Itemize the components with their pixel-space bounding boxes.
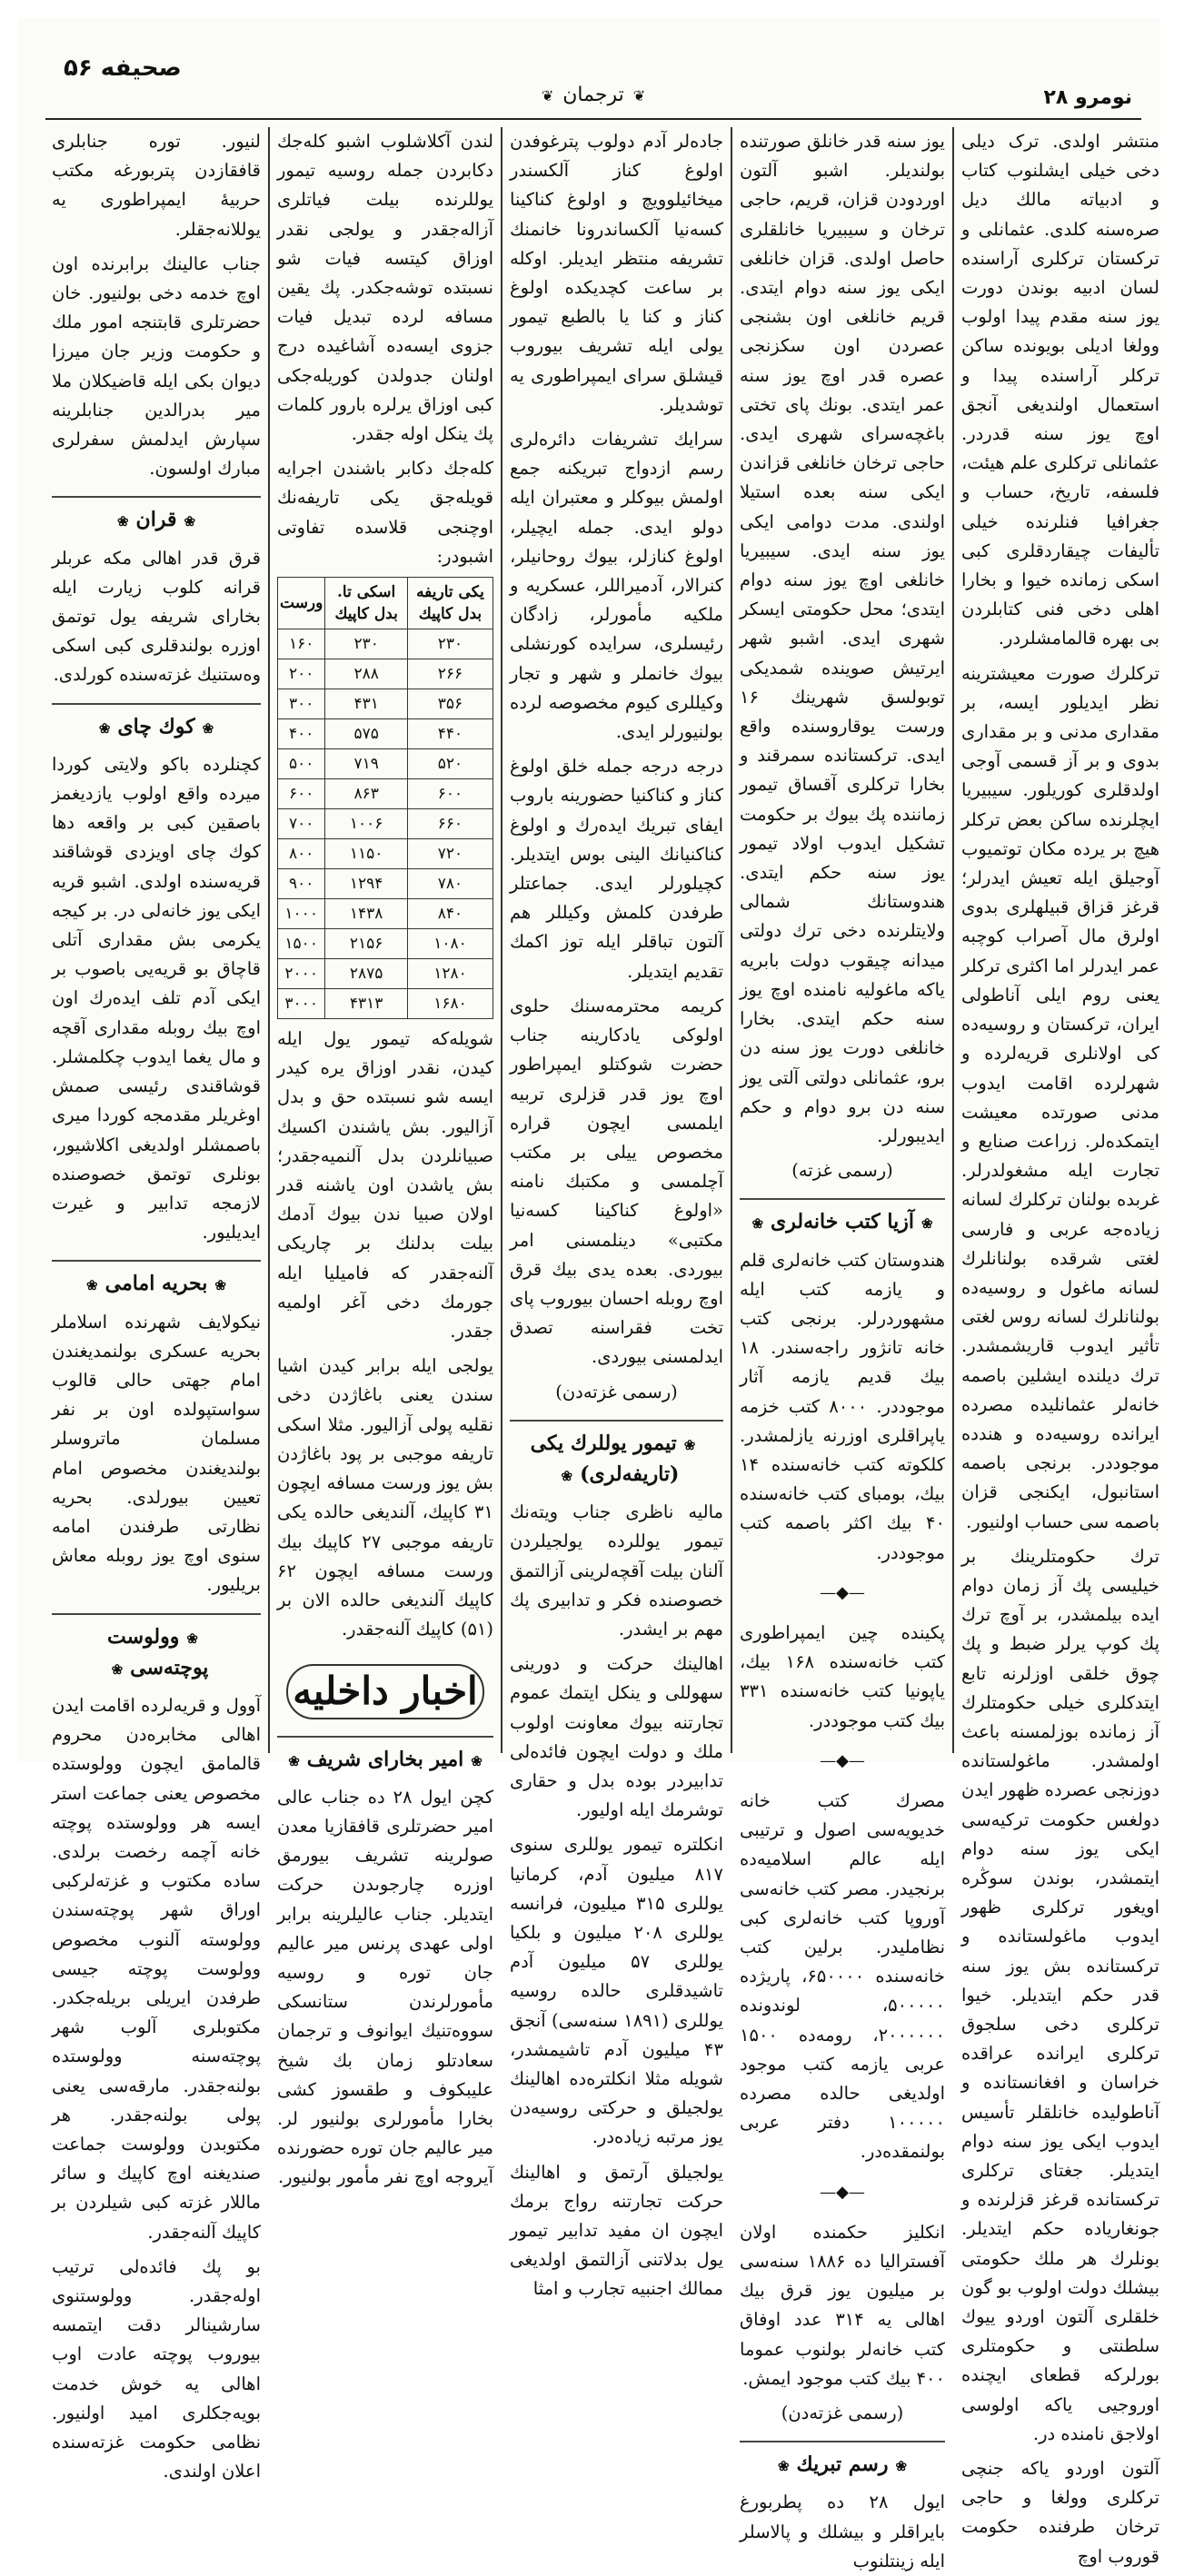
column-3 — [510, 127, 724, 2300]
column-4 — [277, 127, 493, 2188]
col5-heading-naval-imam: ❀ بحریه امامی ❀ — [52, 1260, 261, 1300]
col1-paragraph-2: ترکلرك صورت معیشترینه نظر ایدیلور ایسه، بر مقداری مدنی و بر مقداری بدوی و بر آز قسمی آوجی اولدقلری کوریلور. سیبیریا ایچلرنده ساکن بعض ترکلر هیچ بر یرده مکان توتمیوب آوجیلق ایله تعیش ایدرلر؛ قرغز قزاق قبیلهلری بدوی اولرق مال آصراب کوچبه عمر ایدرلر اما اکثری ترکلر یعنی روم ایلی آناطولی ایران، ترکستان و روسیەده کی اولانلری قریەلرده و شهرلرده اقامت ایدوب مدنی صورتده معیشت ایتمکدەلر. زراعت صنایع و تجارت ایله مشغولدرلر. غربده بولنان ترکلرك لسانه زیادەجه عربی و فارسی لغتی شرقده بولنانلرك لسانه ماغول و روسیەده بولنانلرك لسانه روس لغتی تأثیر ایدوب قاریشمشدر. ترك دیلنده ایشلین باصمه خانەلر عثمانلیده مصرده ایرانده روسیەده و هندده موجوددر. برنجی باصمه استانبول، ایکنجی قزان باصمه سی حساب اولنیور. — [961, 662, 1159, 1532]
masthead — [45, 45, 1141, 120]
table-cell: ۷۸۰ — [407, 869, 493, 899]
col5-paragraph-3: قرق قدر اهالی مکه عربلر قرانه کلوب زیارت ایله بخارای شریفه یول توتمق اوزره بولندقلری کبی اسکی وەستنیك غزته‌سنده کورلدی. — [52, 547, 261, 686]
table-cell: ۱۰۸۰ — [407, 929, 493, 959]
col5-heading-volost-post: ❀ وولوست پوچته‌سی ❀ — [52, 1613, 261, 1684]
tariff-table — [277, 577, 493, 1019]
column-5 — [52, 127, 261, 2482]
table-row — [278, 689, 493, 719]
col2-heading-libraries: ❀ آزیا کتب خانەلری ❀ — [740, 1198, 945, 1238]
table-cell: ۵۰۰ — [278, 749, 325, 779]
col3-paragraph-1: جادەلر آدم دولوب پترغوفدن اولوغ کناز آلکسندر میخائیلوویچ و اولوغ کناکینا کسەنیا آلکساندرونا خانمنك تشریفه منتظر ایدیلر. اوکله بر ساعت کچدیکده اولوغ کناز و کنا یا بالطبع تیمور یولی ایله تشریف بیوروب قیشلق سرای ایمپراطوری یه توشدیلر. — [510, 131, 723, 415]
col3-paragraph-7: انکلتره تیمور یوللری سنوی ۸۱۷ میلیون آدم، کرمانیا یوللری ۳۱۵ میلیون، فرانسه یوللری ۲۰۸ میلیون و بلکیا یوللری ۵۷ میلیون آدم تاشیدقلری حالده روسیه یوللری (۱۸۹۱ سنەسی) آنجق ۴۳ میلیون آدم تاشیمشدر، شویله مثلا انکلترەده اهالینك یولجیلق و حرکتی روسیەدن یوز مرتبه زیادەدر. — [510, 1834, 724, 2148]
table-cell: ۴۴۰ — [407, 719, 493, 749]
table-cell: ۲۱۵۶ — [325, 929, 408, 959]
table-cell: ۲۰۰۰ — [278, 959, 325, 989]
table-cell: ۳۰۰۰ — [278, 989, 325, 1019]
tariff-header-verst: ورست — [278, 578, 325, 629]
col3-paragraph-4: کریمه محترمەسنك حلوی اولوکی یادکارینه جناب حضرت شوکتلو ایمپراطور اوچ یوز قدر قزلری تربیە ایلمسی ایچون قرارە مخصوص ییلی بر مکتب آچلمسی و مکتبك نامنه «اولوغ کناکینا کسەنیا مکتبی» دینلمسنی امر بیوردی. بعده یدی بیك قرق اوچ روبلە احسان بیوروب پای تخت فقراسنه تصدق ایدلمسنی بیوردی. — [510, 995, 723, 1368]
col5-paragraph-4: کچنلرده باکو ولایتی کوردا میرده واقع اولوب یازدیغمز باصقین کبی بر واقعه دها کوك چای اویزدی قوشاقند قریەسنده اولدی. اشبو قریه ایکی یوز خانه‌لی در. بر کیجه یکرمی بش مقداری آتلی قاچاق بو قریەیی باصوب بر ایکی آدم تلف ایدەرك اون اوچ بیك روبلە مقداری آقچه و مال یغما ایدوب چکلمشلر. قوشاقندی رئیسی صمش اوغریلر مقدمجه کوردا میری باصمشلر اولدیغی اکلاشیور، بونلری توتمق خصوصنده لازمجه تدابیر و غیرت ایدیلیور. — [52, 753, 261, 1243]
column-1 — [961, 127, 1159, 2567]
columns-area — [45, 127, 1159, 2571]
col3-paragraph-6: اهالینك حرکت و دورینی سهوللی و ینکل ایتمك عموم تجارتنه بیوك معاونت اولوب ملك و دولت ایچون فائدەلی تدابیردر بوده بدل و حقاری توشرمك ایله اولیور. — [510, 1653, 723, 1821]
table-row — [278, 629, 493, 659]
col2-paragraph-3: پکینده چین ایمپراطوری کتب خانەسنده ۱۶۸ بیك، یاپونیا کتب خانەسنده ۳۳۱ بیك کتب موجوددر. — [740, 1621, 945, 1731]
table-row — [278, 719, 493, 749]
table-row — [278, 659, 493, 689]
col4-paragraph-4: یولجی ایله برابر کیدن اشیا سندن یعنی باغاژدن دخی نقلیه پولی آزالیور. مثلا اسکی تاریفه موجبی بر پود باغاژدن بش یوز ورست مسافه ایچون ۳۱ کاپیك، آلندیغی حالده یکی تاریفه موجبی ۲۷ کاپیك بیك ورست مسافه ایچون ۶۲ کاپیك آلندیغی حالده الان بر (۵۱) کاپیك آلنه‌جقدر. — [277, 1355, 493, 1640]
table-cell: ۳۵۶ — [407, 689, 493, 719]
col2-paragraph-4: مصرك کتب خانه خدیویەسی اصول و ترتیبی ایله عالم اسلامیەده برنجیدر. مصر کتب خانەسی آوروپا کتب خانەلری کبی نظاملیدر. برلین کتب خانەسنده ۶۵۰۰۰۰، پاریژده ۵۰۰۰۰۰، لوندونده ۲۰۰۰۰۰۰، رومەده ۱۵۰۰ عربی یازمه کتب موجود اولدیغی حالده مصرده ۱۰۰۰۰۰ دفتر عربی بولنمقدەدر. — [740, 1789, 945, 2163]
table-cell: ۷۰۰ — [278, 809, 325, 839]
column-divider-3 — [501, 127, 502, 1753]
col4-paragraph-2: کله‌جك دکابر باشندن اجرایه قویله‌جق یکی تاریفه‌نك اوچنجی قلاسده تفاوتی اشبودر: — [277, 458, 493, 567]
table-cell: ۵۲۰ — [407, 749, 493, 779]
col5-paragraph-6: آوول و قریه‌لرده اقامت ایدن اهالی مخابره‌دن محروم قالمامق ایچون وولوستده مخصوص یعنی جماعت استر ایسه هر وولوستده پوچته خانه آچمه رخصت برلدی. ساده مکتوب و غزته‌لرکبی اوراق شهر پوچته‌سندن وولوستە آلنوب مخصوص وولوست پوچته جیسی طرفدن ایریلی بریله‌جکدر. مکتوبلری آلوب شهر پوچته‌سنه وولوستده بولنه‌جقدر. مارقه‌سی یعنی پولی بولنه‌جقدر. هر مکتوبدن وولوست جماعت صندیغنه اوچ کاپیك و سائر ماللار غزته کبی شیلردن بر کاپیك آلنه‌جقدر. — [52, 1694, 261, 2243]
col3-source-1: (رسمی غزته‌دن) — [555, 1381, 678, 1402]
table-row — [278, 899, 493, 929]
table-row — [278, 779, 493, 809]
col5-paragraph-1: لنیور. توره جنابلری قافقازدن پتربورغه مکتب حربیۀ ایمپراطوری یه یوللانه‌جقلر. — [52, 131, 261, 240]
col2-heading-congrats: ❀ رسم تبریك ❀ — [740, 2441, 945, 2481]
column-divider-4 — [268, 127, 270, 1753]
col2-paragraph-5: انکلیز حکمنده اولان آفستراليا ده ۱۸۸۶ سنه‌سی بر میلیون یوز قرق بیك اهالی یه ۳۱۴ عدد اوفاق کتب خانەلر بولنوب عموما ۴۰۰ بیك کتب موجود ایمش. — [740, 2221, 946, 2389]
separator-icon: —◆— — [820, 2182, 865, 2202]
separator-icon: —◆— — [820, 1582, 865, 1602]
newspaper-page — [18, 18, 1159, 2571]
table-cell: ۲۰۰ — [278, 659, 325, 689]
col2-paragraph-2: هندوستان کتب خانەلری قلم و یازمه کتب ایله مشهوردرلر. برنجی کتب خانه تانژور راجەسندر. ۱۸ بیك قدیم یازمه آثار موجوددر. ۸۰۰۰ کتب خزمه یاپراقلری اوزرنه یازلمشدر. کلکوته کتب خانەسنده ۱۴ بیك، بومبای کتب خانەسنده ۴۰ بیك اکثر باصمه کتب موجوددر. — [740, 1249, 945, 1563]
table-cell: ۱۰۰۶ — [325, 809, 408, 839]
table-cell: ۲۶۶ — [407, 659, 493, 689]
column-divider-2 — [731, 127, 732, 1753]
table-row — [278, 749, 493, 779]
table-cell: ۶۶۰ — [407, 809, 493, 839]
page-number-label: صحیفه ۵۶ — [64, 54, 182, 82]
table-cell: ۶۰۰ — [278, 779, 325, 809]
table-cell: ۱۴۳۸ — [325, 899, 408, 929]
table-cell: ۵۷۵ — [325, 719, 408, 749]
table-cell: ۱۶۰ — [278, 629, 325, 659]
col1-paragraph-1: منتشر اولدی. ترک دیلی دخی خیلی ایشلنوب کتاب و ادبیاته مالك دیل صرەسنه کلدی. عثمانلی و ترکستان ترکلری آراسنده لسان ادبیه بوندن دورت یوز سنه مقدم پیدا اولوب وولغا ادیلی بویونده ساکن ترکلر آراسنده پیدا و استعمال اولندیغی آنجق اوچ یوز سنه قدردر. عثمانلی ترکلری علم هیئت، فلسفه، تاریخ، حساب و جغرافیا فنلرنده خیلی تألیفات چیقاردقلری کبی اسکی زمانده خیوا و بخارا اهلی دخی فنی کتابلردن بی بهره قالمامشلردر. — [961, 131, 1159, 649]
table-cell: ۴۰۰ — [278, 719, 325, 749]
table-cell: ۳۰۰ — [278, 689, 325, 719]
col3-paragraph-2: سرایك تشریفات دائرەلری رسم ازدواج تبریکنه جمع اولمش بیوکلر و معتبران ایله دولو ایدی. جمله ایچیلر، اولوغ کنازلر، بیوك روحانیلر، کنرالار، آدمیراللر، عسکریه و ملکیه مأمورلر، زادگان رئیسلری، سرایده کورنشلی بیوك خانملر و شهر و تجار وکیللری کیوم مخصوصه لرده بولنیورلر ایدی. — [510, 429, 723, 743]
col3-paragraph-5: مالیه ناظری جناب ویتەنك تیمور یوللرده یولجیلردن آلنان بیلت آقچەلرینی آزالتمق خصوصنده فکر و تدابیری پك مهم بر ایشدر. — [510, 1501, 723, 1640]
table-cell: ۴۳۱ — [325, 689, 408, 719]
table-cell: ۷۱۹ — [325, 749, 408, 779]
col3-paragraph-3: درجه درجه جمله خلق اولوغ کناز و کناکنیا حضورینه باروب ایفای تبریك ایدەرك و اولوغ کناکنیانك الینی بوس ایتدیلر. کچیلورلر ایدی. جماعتلر طرفدن کلمش وکیللر هم آلتون تباقلر ایله توز اکمك تقدیم ایتدیلر. — [510, 756, 723, 982]
col2-source-2: (رسمی غزته‌دن) — [781, 2403, 904, 2424]
col5-heading-quran: ❀ قران ❀ — [52, 496, 261, 536]
col5-paragraph-7: بو پك فائده‌لی ترتیب اوله‌جقدر. وولوستنوی سارشینالر دقت ایتمسه بیوروب پوچته عادت اوب اهالی یه خوش خدمت بویه‌جکلری امید اولنیور. نظامی حکومت غزته‌سنده اعلان اولندی. — [52, 2255, 261, 2482]
column-divider-1 — [952, 127, 954, 1753]
table-row — [278, 989, 493, 1019]
table-cell: ۱۶۸۰ — [407, 989, 493, 1019]
col4-heading-emir: ❀ امیر بخارای شریف ❀ — [277, 1736, 493, 1776]
table-cell: ۱۱۵۰ — [325, 839, 408, 869]
col4-paragraph-3: شویله‌که تیمور یول ایله کیدن، نقدر اوزاق یره کیدر ایسه شو نسبتده حق و بدل آزالیور. بش یاشندن اکسیك صبیانلردن بدل آلنمیه‌جقدر؛ بش یاشدن اون یاشنه قدر اولان صبیا ندن بیوك آدمك بیلت بدلنك بر چاریکی آلنه‌جقدر که فامیلیا ایله جورمك دخی آغر اولمیه جقدر. — [277, 1028, 493, 1342]
col3-paragraph-8: یولجیلق آرتمق و اهالینك حرکت تجارتنه رواج برمك ایچون ان مفید تدابیر تیمور یول بدلاتنی آزالتمق اولدیغی ممالك اجنبیه تجارب و امثا — [510, 2161, 723, 2300]
col2-source-1: (رسمی غزته) — [791, 1160, 893, 1182]
table-cell: ۶۰۰ — [407, 779, 493, 809]
table-row — [278, 929, 493, 959]
issue-number: نومرو ۲۸ — [1043, 86, 1132, 109]
table-cell: ۸۰۰ — [278, 839, 325, 869]
col1-paragraph-3: ترك حکومتلرینك بر خیلیسی پك آز زمان دوام ایدە بیلمشدر، بر آوچ ترك پك کوپ یرلر ضبط و پك چوق خلقی اوزلرنه تابع ایتدکلری خیلی حکومتلرك آز زمانده بوزلمسنه باعث اولمشدر. ماغولستاندە دوزنجی عصردە ظهور ایدن دولغس حکومت ترکیەسی ایکی یوز سنه دوام ایتمشدر، بوندن سوڭره اویغور ترکلری ظهور ایدوب ماغولستانده و ترکستانده بش یوز سنه قدر حکم ایتدیلر. خیوا ترکلری دخی سلجوق ترکلری ایرانده عراقده خراسان و افغانستانده و آناطولیده خانلقلر تأسیس ایدوب ایکی یوز سنه دوام ایتدیلر. جغتای ترکلری ترکستانده قرغز قزلرنده و جونغاریاده حکم ایتدیلر. بونلرك هر ملك حکومتی بیشلك دولت اولوب بو گون خلقلری آلتون اوردو ییوك سلطنتی و حکومتلری بورلرکه قطعای ایچنده اوروجیی یاکه اولوسی اولاجق نامنده در. — [961, 1545, 1159, 2444]
table-cell: ۱۰۰۰ — [278, 899, 325, 929]
section-banner-domestic-news: اخبار داخلیه — [286, 1664, 484, 1719]
table-cell: ۲۳۰ — [407, 629, 493, 659]
col1-paragraph-4: آلتون اوردو یاکه جنچی ترکلری وولغا و حاجی ترخان طرفنده حکومت قوروب اوچ — [961, 2458, 1159, 2567]
table-cell: ۲۳۰ — [325, 629, 408, 659]
col2-paragraph-6: ایول ۲۸ ده پطربورغ بایراقلر و بیشلك و پالاسلر ایله زینتلنوب — [740, 2492, 945, 2571]
table-cell: ۲۸۷۵ — [325, 959, 408, 989]
table-cell: ۹۰۰ — [278, 869, 325, 899]
tariff-header-new: یکی تاریفه بدل کاپیك — [407, 578, 493, 629]
col4-paragraph-1: لندن آکلاشلوب اشبو کلەجك دکابردن جمله روسیه تیمور یوللرنده بیلت فیاتلری آزالەجقدر و یولجی نقدر اوزاق کیتسه فیات شو نسبتده توشەجکدر. پك یقین مسافه لرده تبدیل فیات جزوی ایسەده آشاغیده درج اولنان جدولدن کوریلەجکی کبی اوزاق یرلره بارور کلمات پك ینکل اوله جقدر. — [277, 131, 493, 445]
table-row — [278, 839, 493, 869]
col3-heading-railways: ❀ تیمور یوللرك یکی (تاریفەلری) ❀ — [510, 1420, 723, 1491]
table-row — [278, 959, 493, 989]
table-cell: ۴۳۱۳ — [325, 989, 408, 1019]
col2-paragraph-1: یوز سنه قدر خانلق صورتنده بولندیلر. اشبو آلتون اوردودن قزان، قریم، حاجی ترخان و سیبیریا خانلقلری حاصل اولدی. قزان خانلغی ایکی یوز سنه دوام ایتدی. قریم خانلغی اون بشنجی عصردن اون سکزنجی عصره قدر اوچ یوز سنه عمر ایتدی. بونك پای تختی باغچەسرای شهری ایدی. حاجی ترخان خانلغی قزاندن ایکی سنه بعده استیلا اولندی. مدت دوامی ایکی یوز سنه ایدی. سیبیریا خانلغی اوچ یوز سنه دوام ایتدی؛ محل حکومتی ایسکر شهری ایدی. اشبو شهر ایرتیش صوینده شمدیکی توبولسق شهرینك ۱۶ ورست یوقاروسنده واقع ایدی. ترکستانده سمرقند و بخارا ترکلری آقساق تیمور زماننده پك بیوك بر حکومت تشکیل ایدوب اولاد تیمور یوز سنه حکم ایتدی. هندوستانك شمالی ولایتلرنده دخی ترك دولتی میدانه چیقوب دولت بابریه یاکه ماغولیه نامنده اوچ یوز سنه حکم ایتدی. بخارا خانلغی دورت یوز سنه دن برو، عثمانلی دولتی آلتی یوز سنه دن برو دوام و حکم ایدیبورلر. — [740, 131, 945, 1146]
tariff-header-old: اسکی تا. بدل کاپیك — [325, 578, 408, 629]
col5-heading-kokchay: ❀ کوك چای ❀ — [52, 703, 261, 743]
col5-paragraph-2: جناب عالینك برابرنده اون اوچ خدمه دخی بولنیور. خان حضرتلری قابتنجه امور ملك و حکومت وزیر جان میرزا دیوان بکی ایله قاضیکلان ملا میر بدرالدین جنابلرینه سپارش ایدلمش سفرلری مبارك اولسون. — [52, 253, 261, 480]
table-cell: ۱۲۹۴ — [325, 869, 408, 899]
separator-icon: —◆— — [820, 1750, 865, 1770]
col4-paragraph-5: کچن ایول ۲۸ ده جناب عالی امیر حضرتلری قافقازیا معدن صولرینه تشریف بیورمق اوزره چارجوىدن حرکت ایتدیلر. جناب عالیلرینه برابر اولی عهدی پرنس میر عالیم جان توره و روسیه مأمورلرندن ستانسکی سووه‌تنیك ایوانوف و ترجمان سعادتلو زمان بك شیخ علیبکوف و طقسوز کشی بخارا مأمورلری بولنیور لر. میر عالیم جان توره حضورنده آیروجه اوچ نفر مأمور بولنیور. — [277, 1786, 493, 2188]
table-cell: ۷۲۰ — [407, 839, 493, 869]
tariff-table-header-row — [278, 578, 493, 629]
col5-paragraph-5: نیکولایف شهرنده اسلاملر بحریه عسکری بولنمدیغندن امام جهتی حالی قالوب سواستپولده اون بر نفر مسلمان ماتروسلر بولندیغندن مخصوص امام تعیین بیورلدی. بحریه نظارتی طرفندن امامه سنوی اوچ یوز روبله معاش بریلیور. — [52, 1311, 261, 1596]
table-cell: ۸۴۰ — [407, 899, 493, 929]
table-cell: ۸۶۳ — [325, 779, 408, 809]
table-cell: ۱۲۸۰ — [407, 959, 493, 989]
table-row — [278, 869, 493, 899]
newspaper-title: ❦ ترجمان ❦ — [532, 84, 654, 106]
table-cell: ۲۸۸ — [325, 659, 408, 689]
table-cell: ۱۵۰۰ — [278, 929, 325, 959]
column-2 — [740, 127, 946, 2571]
table-row — [278, 809, 493, 839]
